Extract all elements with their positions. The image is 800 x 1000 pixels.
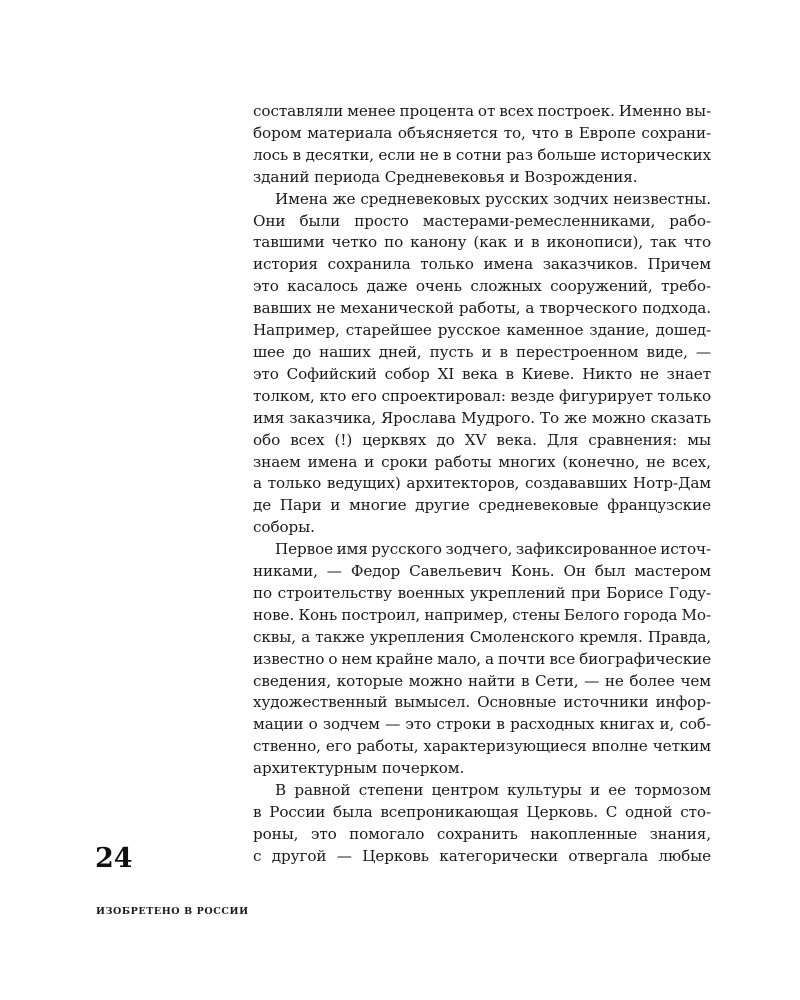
text-line: в России была всепроникающая Церковь. С одной сто- — [253, 803, 711, 821]
text-line: это касалось даже очень сложных сооружений, требо- — [253, 277, 711, 296]
text-line: история сохранила только имена заказчиков. Причем — [253, 255, 711, 274]
text-line: зданий периода Средневековья и Возрождения. — [253, 167, 638, 186]
text-line: имя заказчика, Ярослава Мудрого. То же можно сказать — [253, 408, 711, 427]
paragraph-2 — [253, 189, 711, 540]
text-line: известно о нем крайне мало, а почти все биографические — [253, 649, 711, 668]
text-line: составляли менее процента от всех построек. Именно вы- — [253, 102, 711, 120]
text-line: бором материала объясняется то, что в Европе сохрани- — [253, 123, 711, 142]
text-line: архитектурным почерком. — [253, 759, 465, 778]
paragraph-1 — [253, 101, 711, 189]
text-line: с другой — Церковь категорически отвергала любые — [253, 846, 711, 865]
paragraph-4 — [253, 780, 711, 868]
body-text — [253, 101, 711, 868]
text-line: шее до наших дней, пусть и в перестроенном виде, — — [253, 342, 711, 361]
text-line: В равной степени центром культуры и ее тормозом — [275, 781, 711, 800]
text-line: по строительству военных укреплений при Борисе Году- — [253, 583, 711, 602]
text-line: художественный вымысел. Основные источники инфор- — [253, 693, 711, 712]
text-line: никами, — Федор Савельевич Конь. Он был мастером — [253, 562, 711, 581]
paragraph-3 — [253, 539, 711, 780]
text-line: обо всех (!) церквях до XV века. Для сравнения: мы — [253, 430, 711, 449]
text-line: тавшими четко по канону (как и в иконописи), так что — [253, 233, 711, 252]
running-footer: ИЗОБРЕТЕНО В РОССИИ — [96, 906, 249, 917]
text-line: соборы. — [253, 518, 315, 537]
text-line: вавших не механической работы, а творческого подхода. — [253, 299, 711, 318]
text-line: сведения, которые можно найти в Сети, — не более чем — [253, 671, 711, 690]
text-line: сквы, а также укрепления Смоленского кремля. Правда, — [253, 627, 711, 646]
text-line: Например, старейшее русское каменное здание, дошед- — [253, 321, 711, 340]
text-line: лось в десятки, если не в сотни раз больше исторических — [253, 145, 711, 164]
text-line: де Пари и многие другие средневековые французские — [253, 496, 711, 515]
text-line: Они были просто мастерами-ремесленниками, рабо- — [253, 211, 711, 230]
text-line: мации о зодчем — это строки в расходных книгах и, соб- — [253, 715, 711, 734]
text-line: ственно, его работы, характеризующиеся вполне четким — [253, 737, 711, 756]
text-line: Первое имя русского зодчего, зафиксированное источ- — [275, 540, 711, 559]
text-line: это Софийский собор XI века в Киеве. Никто не знает — [253, 364, 711, 383]
text-line: знаем имена и сроки работы многих (конечно, не всех, — [253, 452, 711, 471]
page-number: 24 — [95, 843, 133, 874]
text-line: Имена же средневековых русских зодчих неизвестны. — [275, 189, 711, 208]
text-line: роны, это помогало сохранить накопленные знания, — [253, 824, 711, 843]
text-line: а только ведущих) архитекторов, создававших Нотр-Дам — [253, 474, 711, 493]
text-line: толком, кто его спроектировал: везде фигурирует только — [253, 386, 711, 405]
text-line: нове. Конь построил, например, стены Белого города Мо- — [253, 605, 711, 624]
